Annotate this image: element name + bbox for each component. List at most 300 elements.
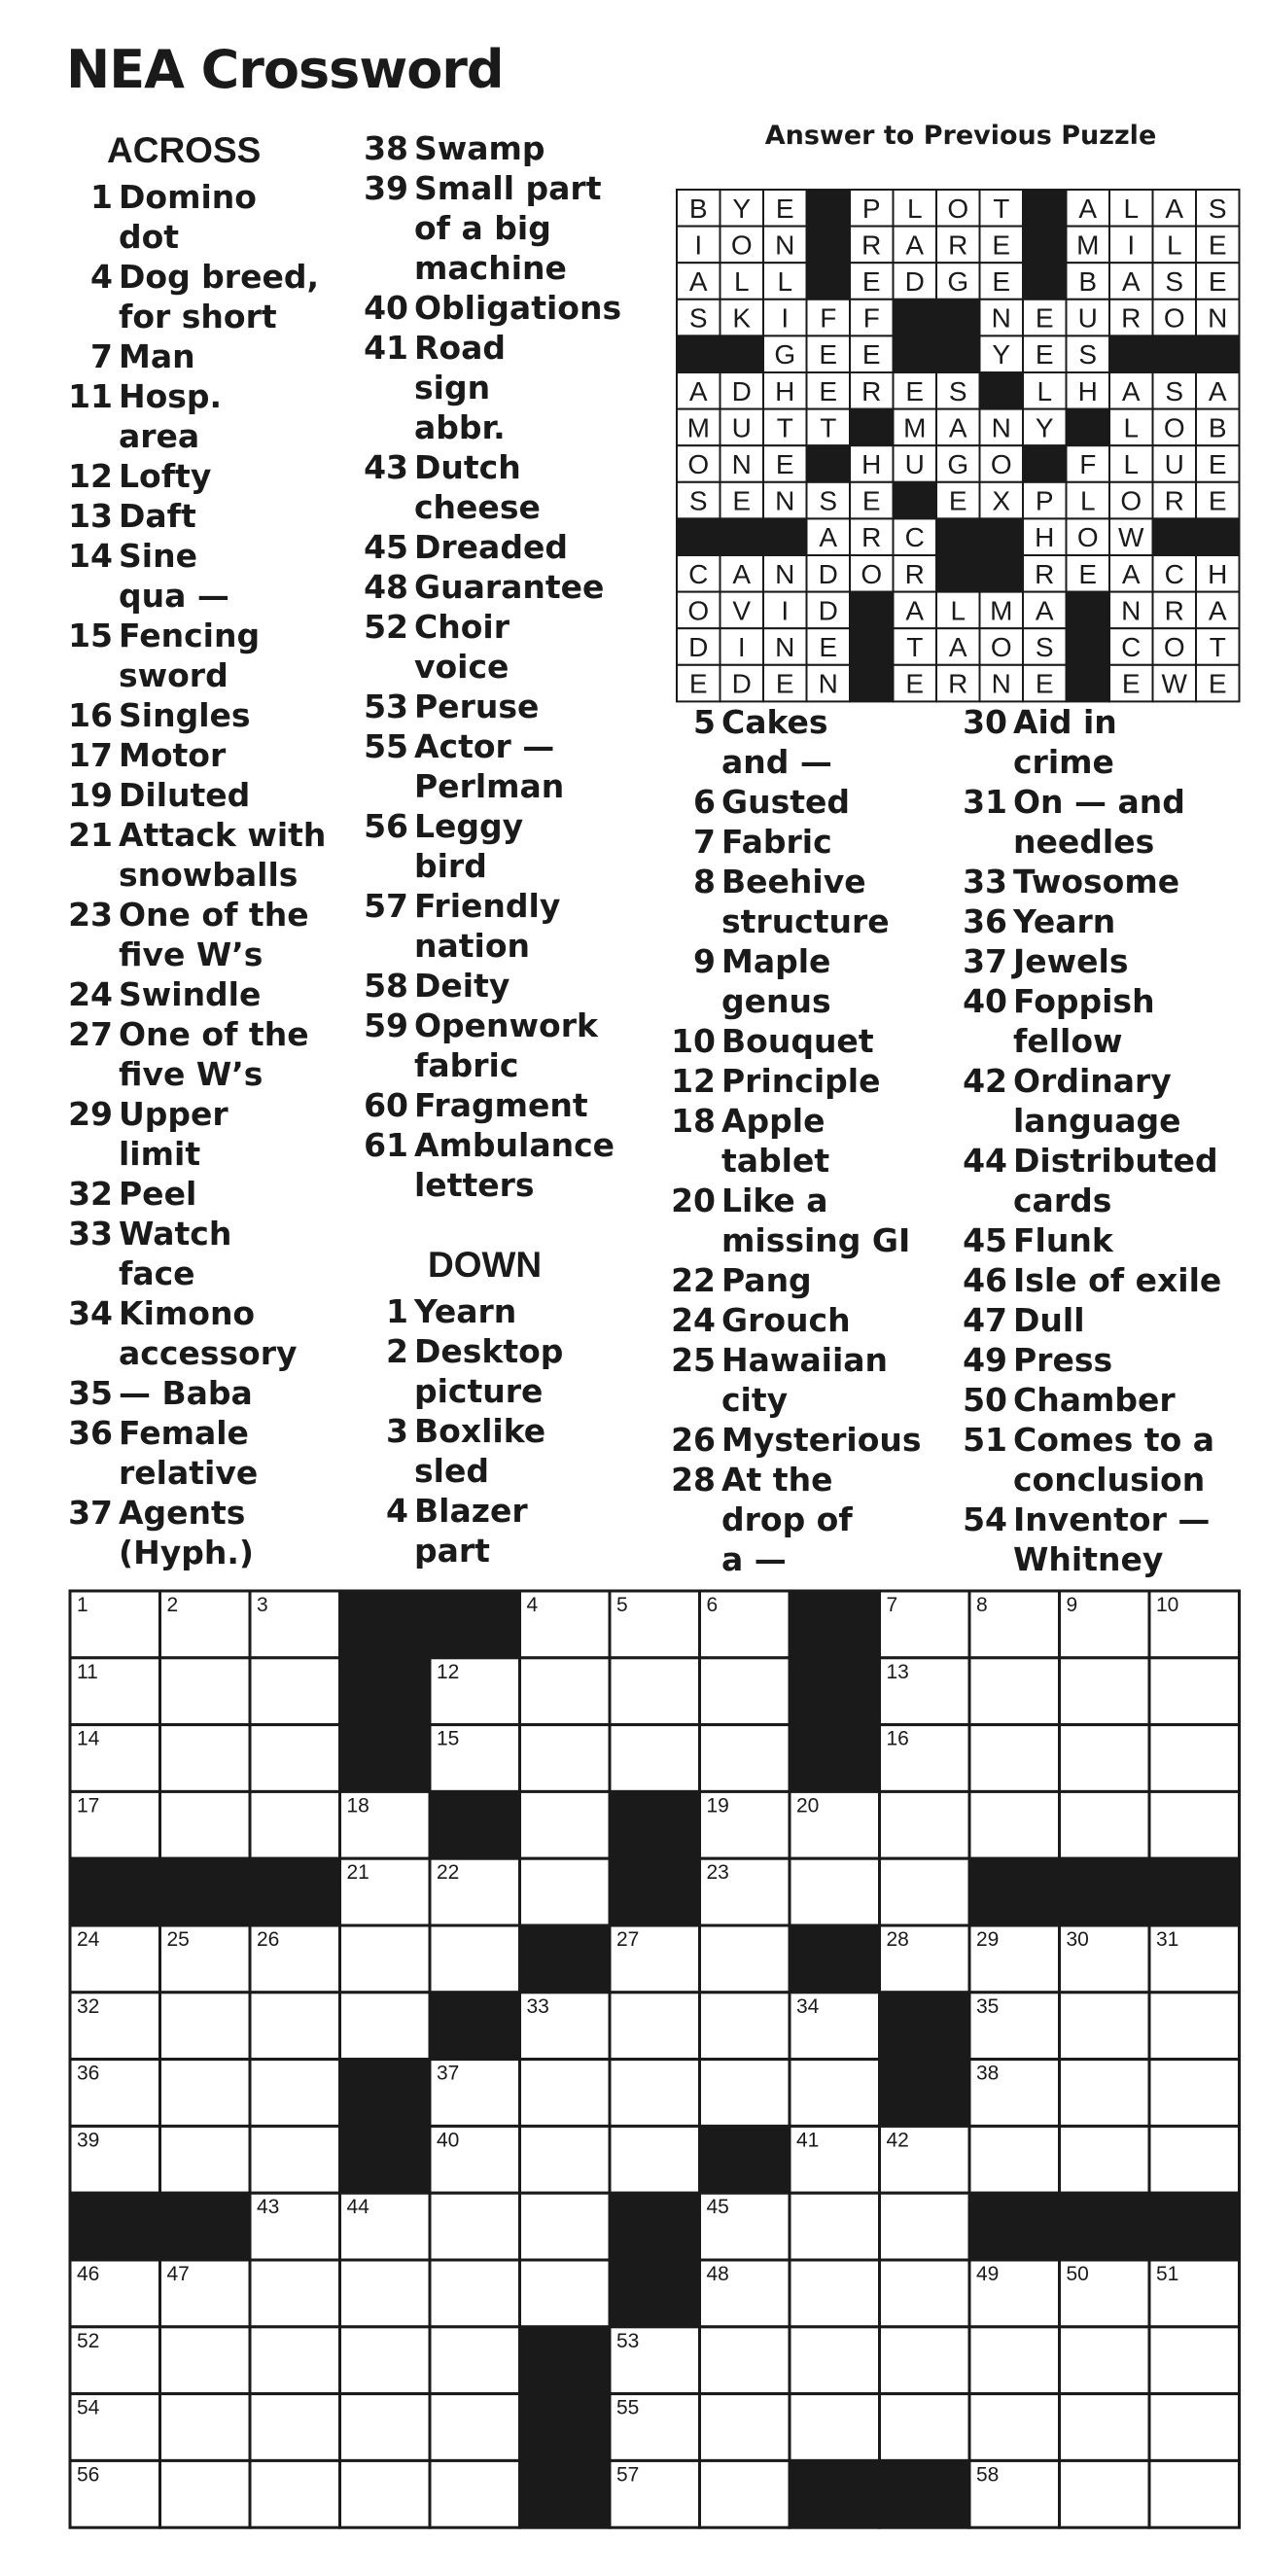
clue-text xyxy=(721,782,953,822)
grid-cell[interactable] xyxy=(1060,1725,1150,1792)
grid-cell[interactable] xyxy=(250,2394,340,2461)
grid-cell[interactable] xyxy=(340,2394,431,2461)
grid-cell[interactable] xyxy=(969,1658,1060,1725)
grid-cell[interactable] xyxy=(610,1725,700,1792)
answer-letter: L xyxy=(906,193,923,224)
clue-line: sign xyxy=(414,369,491,406)
clue-text xyxy=(721,1460,953,1579)
clue-text xyxy=(1013,1380,1245,1420)
grid-cell[interactable] xyxy=(430,2394,520,2461)
grid-cell[interactable] xyxy=(1060,2126,1150,2193)
grid-cell[interactable] xyxy=(340,2260,431,2327)
clue-number: 17 xyxy=(68,736,113,774)
answer-letter: E xyxy=(1208,485,1227,516)
black-square xyxy=(790,1925,880,1993)
grid-cell[interactable] xyxy=(1060,1658,1150,1725)
answer-letter: E xyxy=(861,339,881,371)
cell-number: 56 xyxy=(77,2463,100,2487)
grid-cell[interactable] xyxy=(1149,1725,1240,1792)
cell-number: 31 xyxy=(1156,1928,1179,1951)
clue-line: Desktop xyxy=(414,1332,564,1370)
grid-cell[interactable] xyxy=(430,2327,520,2394)
answer-letter: M xyxy=(1076,229,1100,261)
grid-cell[interactable] xyxy=(430,2260,520,2327)
clue-text xyxy=(721,702,953,782)
clue-line: At the xyxy=(721,1461,833,1499)
clue-line: Ambulance xyxy=(414,1126,615,1164)
grid-cell[interactable] xyxy=(969,2126,1060,2193)
grid-cell[interactable] xyxy=(1060,2327,1150,2394)
grid-cell[interactable] xyxy=(880,2260,970,2327)
grid-cell[interactable] xyxy=(1149,2394,1240,2461)
answer-letter: E xyxy=(1035,668,1054,699)
across-clue-36 xyxy=(58,1413,350,1493)
grid-cell[interactable] xyxy=(160,2327,251,2394)
cell-number: 33 xyxy=(526,1994,549,2018)
clue-line: Peel xyxy=(119,1175,197,1213)
clue-number: 11 xyxy=(68,377,113,415)
grid-cell[interactable] xyxy=(1149,1658,1240,1725)
grid-cell[interactable] xyxy=(160,1725,251,1792)
down-clue-4 xyxy=(354,1491,665,1570)
grid-cell[interactable] xyxy=(430,2460,520,2527)
black-square xyxy=(520,2394,611,2461)
clue-line: Dreaded xyxy=(414,528,568,566)
cell-number: 39 xyxy=(77,2129,100,2152)
clue-text xyxy=(1013,1260,1245,1300)
down-clue-12 xyxy=(661,1061,953,1101)
grid-cell[interactable] xyxy=(250,1658,340,1725)
grid-cell[interactable] xyxy=(520,1858,611,1925)
black-square xyxy=(520,1925,611,1993)
clue-line: area xyxy=(119,417,200,455)
grid-cell[interactable] xyxy=(790,2260,880,2327)
clue-line: Aid in xyxy=(1013,703,1117,741)
clue-number: 8 xyxy=(693,863,716,900)
clue-line: Upper xyxy=(119,1095,228,1133)
answer-letter: L xyxy=(1123,193,1140,224)
grid-cell[interactable] xyxy=(250,2060,340,2127)
answer-letter: W xyxy=(1118,522,1144,553)
cell-number: 20 xyxy=(796,1794,820,1817)
clue-number: 37 xyxy=(68,1494,113,1532)
answer-letter: R xyxy=(1164,595,1184,626)
across-clue-15 xyxy=(58,616,350,695)
clue-number: 51 xyxy=(963,1421,1007,1459)
across-clue-35 xyxy=(58,1373,350,1413)
answer-letter: U xyxy=(731,412,752,443)
grid-cell[interactable] xyxy=(250,2260,340,2327)
clue-number: 45 xyxy=(963,1221,1007,1259)
grid-cell[interactable] xyxy=(1149,2126,1240,2193)
cell-number: 42 xyxy=(886,2129,909,2152)
clue-text xyxy=(1013,1500,1245,1579)
grid-cell[interactable] xyxy=(1149,1791,1240,1858)
clue-text xyxy=(414,1331,665,1411)
grid-cell[interactable] xyxy=(340,2327,431,2394)
black-square xyxy=(677,335,720,372)
grid-cell[interactable] xyxy=(1149,2327,1240,2394)
answer-letter: A xyxy=(1208,375,1227,406)
grid-cell[interactable] xyxy=(880,2193,970,2260)
answer-letter: X xyxy=(992,485,1011,516)
grid-cell[interactable] xyxy=(430,1925,520,1993)
answer-letter: U xyxy=(1164,449,1184,479)
across-clue-21 xyxy=(58,815,350,895)
grid-cell[interactable] xyxy=(790,2394,880,2461)
grid-cell[interactable] xyxy=(880,1791,970,1858)
across-clue-38 xyxy=(354,128,665,168)
grid-cell[interactable] xyxy=(250,1725,340,1792)
answer-letter: O xyxy=(1163,302,1185,334)
clue-line: language xyxy=(1013,1102,1181,1140)
clue-number: 24 xyxy=(68,975,113,1013)
grid-cell[interactable] xyxy=(1149,2060,1240,2127)
grid-cell[interactable] xyxy=(700,2327,791,2394)
across-clue-55 xyxy=(354,726,665,806)
answer-letter: N xyxy=(991,302,1011,334)
grid-cell[interactable] xyxy=(969,2394,1060,2461)
answer-letter: R xyxy=(948,229,968,261)
answer-letter: N xyxy=(775,229,795,261)
answer-letter: A xyxy=(905,595,925,626)
answer-letter: S xyxy=(688,302,708,334)
across-clue-11 xyxy=(58,376,350,456)
clue-line: Inventor — xyxy=(1013,1500,1211,1538)
answer-letter: H xyxy=(1035,522,1055,553)
clue-number: 58 xyxy=(364,967,408,1005)
clue-line: letters xyxy=(414,1166,535,1204)
grid-cell[interactable] xyxy=(160,1993,251,2060)
answer-letter: O xyxy=(861,558,883,589)
clue-number: 12 xyxy=(68,457,113,495)
clue-text xyxy=(414,1411,665,1491)
grid-cell[interactable] xyxy=(700,1993,791,2060)
black-square xyxy=(1060,2193,1150,2260)
clue-line: voice xyxy=(414,648,510,686)
grid-cell[interactable] xyxy=(969,1725,1060,1792)
black-square xyxy=(520,2460,611,2527)
down-clues-column-2 xyxy=(661,702,953,1579)
grid-cell[interactable] xyxy=(700,1658,791,1725)
clue-text xyxy=(1013,1061,1245,1141)
answer-letter: N xyxy=(818,668,838,699)
clue-line: qua — xyxy=(119,577,229,615)
grid-cell[interactable] xyxy=(430,2193,520,2260)
grid-cell[interactable] xyxy=(1060,1791,1150,1858)
across-clue-14 xyxy=(58,536,350,616)
clue-number: 61 xyxy=(364,1126,408,1164)
answer-letter: O xyxy=(687,595,710,626)
black-square xyxy=(340,2126,431,2193)
grid-cell[interactable] xyxy=(1060,2394,1150,2461)
across-clue-13 xyxy=(58,496,350,536)
clue-number: 38 xyxy=(364,129,408,167)
clue-number: 10 xyxy=(671,1022,716,1060)
grid-cell[interactable] xyxy=(790,1858,880,1925)
grid-cell[interactable] xyxy=(160,2394,251,2461)
answer-letter: S xyxy=(1165,266,1184,297)
grid-cell[interactable] xyxy=(520,1725,611,1792)
across-clue-29 xyxy=(58,1094,350,1174)
answer-letter: I xyxy=(737,632,746,662)
across-clue-16 xyxy=(58,695,350,735)
grid-cell[interactable] xyxy=(700,2060,791,2127)
black-square xyxy=(70,2193,160,2260)
across-clue-53 xyxy=(354,687,665,726)
answer-letter: E xyxy=(861,485,881,516)
black-square xyxy=(1153,518,1197,555)
clue-line: structure xyxy=(721,902,890,940)
answer-letter: L xyxy=(777,266,793,297)
clue-number: 59 xyxy=(364,1006,408,1044)
grid-cell[interactable] xyxy=(790,2060,880,2127)
clue-text xyxy=(414,687,665,726)
clue-line: picture xyxy=(414,1372,544,1410)
answer-letter: A xyxy=(1078,193,1098,224)
grid-cell[interactable] xyxy=(160,2060,251,2127)
grid-cell[interactable] xyxy=(969,1791,1060,1858)
cell-number: 7 xyxy=(886,1594,898,1616)
clue-number: 48 xyxy=(364,568,408,606)
answer-letter: R xyxy=(861,375,882,406)
answer-letter: O xyxy=(1163,412,1185,443)
clue-line: Female xyxy=(119,1414,249,1452)
down-clue-5 xyxy=(661,702,953,782)
cell-number: 34 xyxy=(796,1994,820,2018)
cell-number: 57 xyxy=(616,2463,640,2487)
clue-number: 40 xyxy=(963,982,1007,1020)
across-clues-column-1 xyxy=(58,177,350,1572)
clue-number: 56 xyxy=(364,807,408,845)
clue-number: 18 xyxy=(671,1102,716,1140)
clue-text xyxy=(414,288,665,328)
grid-cell[interactable] xyxy=(790,2327,880,2394)
clue-line: Daft xyxy=(119,497,196,535)
clue-text xyxy=(119,1014,350,1094)
cell-number: 43 xyxy=(257,2196,280,2219)
clue-line: Small part xyxy=(414,169,602,207)
answer-letter: B xyxy=(1078,266,1098,297)
down-clues-column-3 xyxy=(953,702,1245,1579)
across-clue-41 xyxy=(354,328,665,447)
clue-line: Ordinary xyxy=(1013,1062,1172,1100)
grid-cell[interactable] xyxy=(880,1858,970,1925)
down-clue-25 xyxy=(661,1340,953,1420)
grid-cell[interactable] xyxy=(880,2394,970,2461)
black-square xyxy=(790,1591,880,1658)
grid-cell[interactable] xyxy=(520,2126,611,2193)
answer-letter: P xyxy=(861,193,881,224)
clue-number: 26 xyxy=(671,1421,716,1459)
clue-line: part xyxy=(414,1532,490,1570)
clue-text xyxy=(414,726,665,806)
grid-cell[interactable] xyxy=(340,1993,431,2060)
answer-letter: O xyxy=(1120,485,1142,516)
clue-line: city xyxy=(721,1381,789,1419)
cell-number: 25 xyxy=(166,1928,190,1951)
grid-cell[interactable] xyxy=(250,2460,340,2527)
answer-letter: A xyxy=(948,632,967,662)
answer-letter: U xyxy=(1077,302,1098,334)
answer-letter: E xyxy=(905,375,925,406)
clue-text xyxy=(119,456,350,496)
answer-letter: C xyxy=(1164,558,1184,589)
black-square xyxy=(610,1858,700,1925)
clue-text xyxy=(119,775,350,815)
grid-cell[interactable] xyxy=(790,2193,880,2260)
clue-text xyxy=(119,1214,350,1293)
grid-cell[interactable] xyxy=(520,2193,611,2260)
clue-text xyxy=(1013,981,1245,1061)
clue-line: abbr. xyxy=(414,408,506,446)
answer-letter: E xyxy=(1035,302,1054,334)
clue-text xyxy=(721,941,953,1021)
grid-cell[interactable] xyxy=(250,2126,340,2193)
grid-cell[interactable] xyxy=(340,1925,431,1993)
answer-letter: L xyxy=(733,266,750,297)
grid-cell[interactable] xyxy=(700,2394,791,2461)
black-square xyxy=(1067,592,1110,629)
clue-line: One of the xyxy=(119,896,309,934)
clue-line: Fabric xyxy=(721,823,832,861)
cell-number: 51 xyxy=(1156,2263,1179,2285)
clue-line: (Hyph.) xyxy=(119,1534,254,1571)
down-clue-6 xyxy=(661,782,953,822)
answer-letter: L xyxy=(950,595,966,626)
answer-letter: A xyxy=(688,375,708,406)
answer-letter: E xyxy=(1208,449,1227,479)
answer-letter: N xyxy=(731,449,752,479)
clue-line: five W’s xyxy=(119,935,264,973)
grid-cell[interactable] xyxy=(250,1993,340,2060)
clue-number: 39 xyxy=(364,169,408,207)
cell-number: 27 xyxy=(616,1928,640,1951)
clue-number: 46 xyxy=(963,1261,1007,1299)
down-clue-47 xyxy=(953,1300,1245,1340)
grid-cell[interactable] xyxy=(700,1725,791,1792)
answer-letter: S xyxy=(1078,339,1098,371)
clue-line: Domino xyxy=(119,178,257,216)
clue-number: 32 xyxy=(68,1175,113,1213)
answer-letter: E xyxy=(1208,229,1227,261)
cell-number: 55 xyxy=(616,2396,640,2419)
grid-cell[interactable] xyxy=(969,2327,1060,2394)
grid-cell[interactable] xyxy=(520,1791,611,1858)
clue-line: Maple xyxy=(721,942,831,980)
across-clue-39 xyxy=(354,168,665,288)
clue-text xyxy=(1013,1420,1245,1500)
answer-letter: I xyxy=(1127,229,1136,261)
answer-letter: N xyxy=(775,632,795,662)
down-clue-28 xyxy=(661,1460,953,1579)
clue-text xyxy=(119,1413,350,1493)
black-square xyxy=(677,518,720,555)
black-square xyxy=(880,2060,970,2127)
grid-cell[interactable] xyxy=(520,2260,611,2327)
down-clue-42 xyxy=(953,1061,1245,1141)
grid-cell[interactable] xyxy=(700,2460,791,2527)
across-clue-4 xyxy=(58,257,350,336)
cell-number: 53 xyxy=(616,2329,640,2352)
clue-line: Press xyxy=(1013,1341,1113,1379)
answer-letter: A xyxy=(1121,375,1141,406)
clue-number: 31 xyxy=(963,783,1007,821)
grid-cell[interactable] xyxy=(700,1925,791,1993)
clue-number: 43 xyxy=(364,448,408,486)
cell-number: 30 xyxy=(1066,1928,1089,1951)
across-clue-27 xyxy=(58,1014,350,1094)
black-square xyxy=(850,409,894,446)
answer-letter: T xyxy=(776,412,793,443)
grid-cell[interactable] xyxy=(1060,2060,1150,2127)
answer-letter: E xyxy=(1208,266,1227,297)
black-square xyxy=(1023,190,1067,227)
clue-line: Deity xyxy=(414,967,510,1005)
grid-cell[interactable] xyxy=(610,1993,700,2060)
grid-cell[interactable] xyxy=(520,1658,611,1725)
cell-number: 36 xyxy=(77,2062,100,2085)
grid-cell[interactable] xyxy=(1060,1993,1150,2060)
clue-line: On — and xyxy=(1013,783,1185,821)
down-clue-7 xyxy=(661,822,953,862)
clue-line: Gusted xyxy=(721,783,850,821)
grid-cell[interactable] xyxy=(160,1658,251,1725)
grid-cell[interactable] xyxy=(1060,2460,1150,2527)
grid-cell[interactable] xyxy=(1149,2460,1240,2527)
answer-letter: M xyxy=(686,412,710,443)
grid-cell[interactable] xyxy=(340,2460,431,2527)
answer-letter: T xyxy=(1209,632,1226,662)
grid-cell[interactable] xyxy=(1149,1993,1240,2060)
across-clue-48 xyxy=(354,567,665,607)
clue-line: sled xyxy=(414,1452,489,1490)
cell-number: 32 xyxy=(77,1994,100,2018)
grid-cell[interactable] xyxy=(250,1791,340,1858)
grid-cell[interactable] xyxy=(610,2126,700,2193)
across-clue-45 xyxy=(354,527,665,567)
clue-text xyxy=(119,895,350,974)
grid-cell[interactable] xyxy=(520,2060,611,2127)
clue-number: 19 xyxy=(68,776,113,814)
answer-letter: S xyxy=(688,485,708,516)
clue-text xyxy=(119,735,350,775)
grid-cell[interactable] xyxy=(160,2460,251,2527)
grid-cell[interactable] xyxy=(160,2126,251,2193)
grid-cell[interactable] xyxy=(160,1791,251,1858)
cell-number: 40 xyxy=(437,2129,460,2152)
clue-line: Principle xyxy=(721,1062,881,1100)
cell-number: 13 xyxy=(886,1660,909,1683)
across-clue-7 xyxy=(58,336,350,376)
clue-number: 53 xyxy=(364,688,408,725)
answer-letter: E xyxy=(688,668,708,699)
grid-cell[interactable] xyxy=(250,2327,340,2394)
clue-number: 30 xyxy=(963,703,1007,741)
cell-number: 4 xyxy=(526,1594,539,1616)
clue-text xyxy=(119,536,350,616)
clue-line: Fragment xyxy=(414,1086,588,1124)
black-square xyxy=(980,372,1024,409)
grid-cell[interactable] xyxy=(880,2327,970,2394)
clue-line: of a big xyxy=(414,209,551,247)
answer-letter: H xyxy=(1077,375,1098,406)
clue-line: missing GI xyxy=(721,1221,911,1259)
grid-cell[interactable] xyxy=(610,1658,700,1725)
grid-cell[interactable] xyxy=(610,2060,700,2127)
clue-text xyxy=(721,1101,953,1181)
black-square xyxy=(70,1858,160,1925)
